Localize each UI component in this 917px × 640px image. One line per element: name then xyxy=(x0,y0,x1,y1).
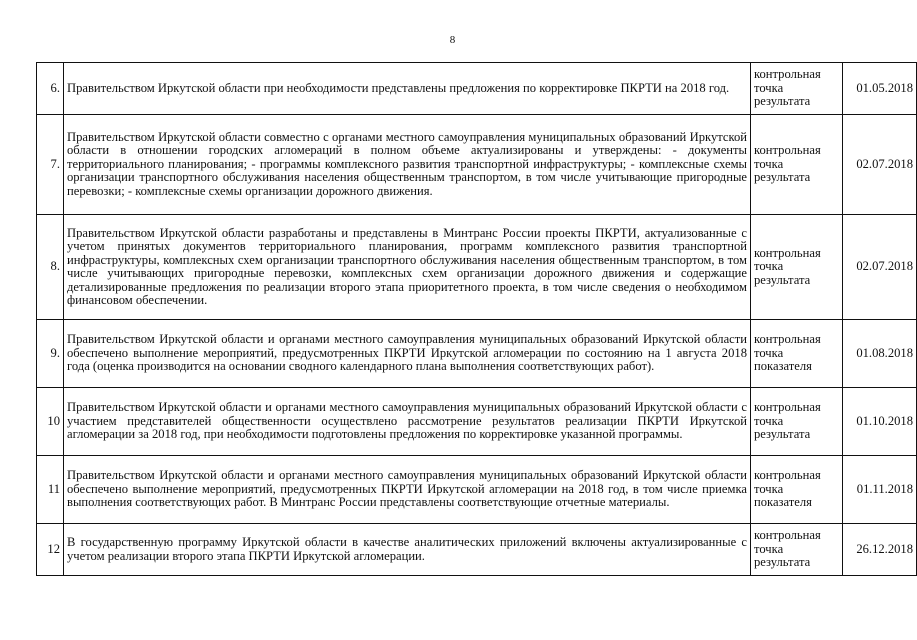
table-row xyxy=(37,215,917,320)
row-number: 9. xyxy=(37,320,64,388)
row-type-line: точка xyxy=(754,345,784,360)
row-date: 01.08.2018 xyxy=(843,320,917,388)
row-description: Правительством Иркутской области при необходимости представлены предложения по корректировке ПКРТИ на 2018 год. xyxy=(64,63,751,115)
row-type-line: результата xyxy=(754,272,811,287)
row-description: Правительством Иркутской области разработаны и представлены в Минтранс России проекты ПКРТИ, актуализованные с учетом принятых документов территориального планирования, программ комплексного развития транспортной инфраструктуры, комплексных схем организации транспортного обслуживания населения общественным транспортом, в том числе учитывающих пригородные перевозки, комплексных схем организации дорожного движения и содержащие детализированные предложения по реализации второго этапа приоритетного проекта, в том числе сведения о необходимом финансовом обеспечении. xyxy=(64,215,751,320)
row-date: 26.12.2018 xyxy=(843,524,917,576)
row-description: Правительством Иркутской области и органами местного самоуправления муниципальных образований Иркутской области обеспечено выполнение мероприятий, предусмотренных ПКРТИ Иркутской агломерации по состоянию на 1 августа 2018 года (оценка производится на основании сводного календарного плана выполнения соответствующих работ). xyxy=(64,320,751,388)
row-number: 8. xyxy=(37,215,64,320)
row-number: 7. xyxy=(37,115,64,215)
row-type xyxy=(751,63,843,115)
row-type-line: результата xyxy=(754,94,811,109)
page-number: 8 xyxy=(449,34,456,46)
row-type xyxy=(751,215,843,320)
row-type xyxy=(751,115,843,215)
row-date: 01.10.2018 xyxy=(843,388,917,456)
row-type xyxy=(751,320,843,388)
row-type-line: точка xyxy=(754,156,784,171)
row-type-line: точка xyxy=(754,541,784,556)
row-type-line: показателя xyxy=(754,495,812,510)
row-type-line: контрольная xyxy=(754,143,821,158)
row-type-line: контрольная xyxy=(754,400,821,415)
row-number: 12 xyxy=(37,524,64,576)
row-type-line: результата xyxy=(754,427,811,442)
table-row xyxy=(37,456,917,524)
row-number: 10 xyxy=(37,388,64,456)
row-description: Правительством Иркутской области и органами местного самоуправления муниципальных образований Иркутской области обеспечено выполнение мероприятий, предусмотренных ПКРТИ Иркутской агломерации на 2018 год, в том числе приемка выполнения соответствующих работ. В Минтранс России представлены соответствующие отчетные материалы. xyxy=(64,456,751,524)
row-type xyxy=(751,388,843,456)
row-type xyxy=(751,456,843,524)
row-type-line: контрольная xyxy=(754,67,821,82)
table-row xyxy=(37,524,917,576)
row-type-line: точка xyxy=(754,481,784,496)
row-description: Правительством Иркутской области и органами местного самоуправления муниципальных образований Иркутской области с участием представителей общественности осуществлено рассмотрение результатов реализации ПКРТИ Иркутской агломерации за 2018 год, при необходимости подготовлены предложения по корректировке указанной программы. xyxy=(64,388,751,456)
table-row xyxy=(37,320,917,388)
row-number: 6. xyxy=(37,63,64,115)
row-type-line: точка xyxy=(754,259,784,274)
row-type-line: показателя xyxy=(754,359,812,374)
row-type-line: результата xyxy=(754,555,811,570)
row-type-line: контрольная xyxy=(754,245,821,260)
row-type-line: контрольная xyxy=(754,528,821,543)
row-date: 01.05.2018 xyxy=(843,63,917,115)
row-description: В государственную программу Иркутской области в качестве аналитических приложений включены актуализированные с учетом реализации второго этапа ПКРТИ Иркутской агломерации. xyxy=(64,524,751,576)
row-type-line: контрольная xyxy=(754,468,821,483)
row-type xyxy=(751,524,843,576)
table-row xyxy=(37,388,917,456)
row-date: 02.07.2018 xyxy=(843,215,917,320)
row-date: 01.11.2018 xyxy=(843,456,917,524)
row-type-line: контрольная xyxy=(754,332,821,347)
row-description: Правительством Иркутской области совместно с органами местного самоуправления муниципальных образований Иркутской области в отношении городских агломераций в полном объеме актуализированы и утверждены: - документы территориального планирования; - программы комплексного развития транспортной инфраструктуры; - комплексные схемы организации транспортного обслуживания населения общественным транспортом, в том числе учитывающие пригородные перевозки; - комплексные схемы организации дорожного движения. xyxy=(64,115,751,215)
table-row xyxy=(37,63,917,115)
row-type-line: результата xyxy=(754,170,811,185)
table-row xyxy=(37,115,917,215)
row-number: 11 xyxy=(37,456,64,524)
row-date: 02.07.2018 xyxy=(843,115,917,215)
row-type-line: точка xyxy=(754,80,784,95)
control-points-table xyxy=(36,62,917,576)
row-type-line: точка xyxy=(754,413,784,428)
